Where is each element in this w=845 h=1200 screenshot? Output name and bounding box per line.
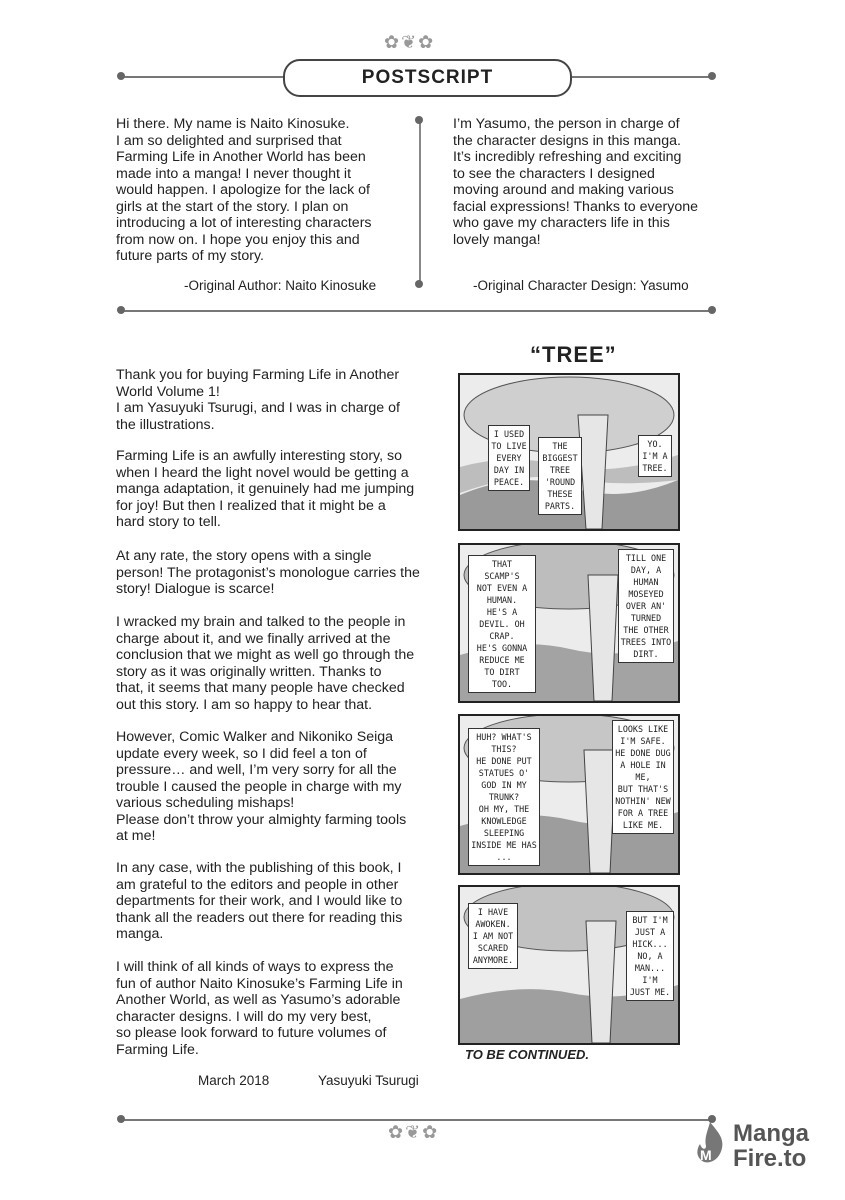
speech-bubble: HUH? WHAT'S THIS? HE DONE PUT STATUES O' GOD IN MY TRUNK? OH MY, THE KNOWLEDGE SLEEPING INSIDE ME HAS ...	[468, 728, 540, 866]
svg-text:M: M	[700, 1147, 712, 1163]
speech-bubble: THAT SCAMP'S NOT EVEN A HUMAN. HE'S A DEVIL. OH CRAP. HE'S GONNA REDUCE ME TO DIRT TOO.	[468, 555, 536, 693]
author-note-text: Hi there. My name is Naito Kinosuke. I am so delighted and surprised that Farming Life in Another World has been made into a manga! I never thought it would happen. I apologize for the lack of girls at the start of the story. I plan on introducing a lot of interesting characters from now on. I hope you enjoy this and future parts of my story.	[116, 116, 372, 264]
comic-panel	[458, 885, 680, 1045]
mangafire-logo-icon	[692, 1120, 728, 1166]
rule-end-dot	[708, 72, 716, 80]
watermark-line1: Manga	[733, 1120, 810, 1147]
bottom-rule	[122, 1119, 714, 1121]
divider-end-dot	[415, 280, 423, 288]
divider-end-dot	[415, 116, 423, 124]
speech-bubble: BUT I'M JUST A HICK... NO, A MAN... I'M JUST ME.	[626, 911, 674, 1001]
watermark-line2: Fire.to	[733, 1145, 807, 1172]
illustrator-paragraph: At any rate, the story opens with a single person! The protagonist’s monologue carries the story! Dialogue is scarce!	[116, 548, 420, 597]
illustrator-paragraph: Thank you for buying Farming Life in Another World Volume 1! I am Yasuyuki Tsurugi, and I was in charge of the illustrations.	[116, 367, 400, 433]
column-divider	[419, 120, 421, 285]
comic-panel	[458, 543, 680, 703]
page-title: POSTSCRIPT	[283, 59, 572, 97]
speech-bubble: I USED TO LIVE EVERY DAY IN PEACE.	[488, 425, 530, 491]
speech-bubble: I HAVE AWOKEN. I AM NOT SCARED ANYMORE.	[468, 903, 518, 969]
speech-bubble: YO. I'M A TREE.	[638, 435, 672, 477]
speech-bubble: THE BIGGEST TREE 'ROUND THESE PARTS.	[538, 437, 582, 515]
author-signature: -Original Author: Naito Kinosuke	[184, 278, 377, 293]
speech-bubble: TILL ONE DAY, A HUMAN MOSEYED OVER AN' TURNED THE OTHER TREES INTO DIRT.	[618, 549, 674, 663]
comic-panel	[458, 373, 680, 531]
illustrator-name: Yasuyuki Tsurugi	[318, 1073, 419, 1088]
illustrator-paragraph: Farming Life is an awfully interesting story, so when I heard the light novel would be getting a manga adaptation, it genuinely had me jumping for joy! But then I realized that it might be a hard story to tell.	[116, 448, 415, 530]
top-flourish-icon: ✿❦✿	[384, 32, 436, 52]
illustrator-paragraph: I will think of all kinds of ways to express the fun of author Naito Kinosuke’s Farming Life in Another World, as well as Yasumo’s adorable character designs. I will do my very best, so please look forward to future volumes of Farming Life.	[116, 959, 403, 1058]
speech-bubble: LOOKS LIKE I'M SAFE. HE DONE DUG A HOLE IN ME, BUT THAT'S NOTHIN' NEW FOR A TREE LIKE ME.	[612, 720, 674, 834]
designer-signature: -Original Character Design: Yasumo	[473, 278, 689, 293]
comic-title: “TREE”	[530, 342, 617, 367]
illustrator-paragraph: I wracked my brain and talked to the people in charge about it, and we finally arrived at the conclusion that we might as well go through the story as it was originally written. Thanks to that, it seems that many people have checked out this story. I am so happy to hear that.	[116, 614, 415, 713]
illustrator-date: March 2018	[198, 1073, 270, 1088]
rule-end-dot	[117, 72, 125, 80]
middle-rule	[122, 310, 714, 312]
rule-end-dot	[117, 1115, 125, 1123]
rule-end-dot	[708, 306, 716, 314]
designer-note-text: I’m Yasumo, the person in charge of the character designs in this manga. It’s incredibly refreshing and exciting to see the characters I designed moving around and making various facial expressions! Thanks to everyone who gave my characters life in this lovely manga!	[453, 116, 698, 248]
illustrator-paragraph: However, Comic Walker and Nikoniko Seiga update every week, so I did feel a ton of pressure… and well, I’m very sorry for all the trouble I caused the people in charge with my various scheduling mishaps! Please don’t throw your almighty farming tools at me!	[116, 729, 407, 844]
comic-panel	[458, 714, 680, 875]
bottom-flourish-icon: ✿❦✿	[388, 1122, 440, 1142]
rule-end-dot	[117, 306, 125, 314]
to-be-continued: TO BE CONTINUED.	[465, 1047, 589, 1062]
illustrator-paragraph: In any case, with the publishing of this book, I am grateful to the editors and people in other departments for their work, and I would like to thank all the readers out there for reading this manga.	[116, 860, 403, 942]
